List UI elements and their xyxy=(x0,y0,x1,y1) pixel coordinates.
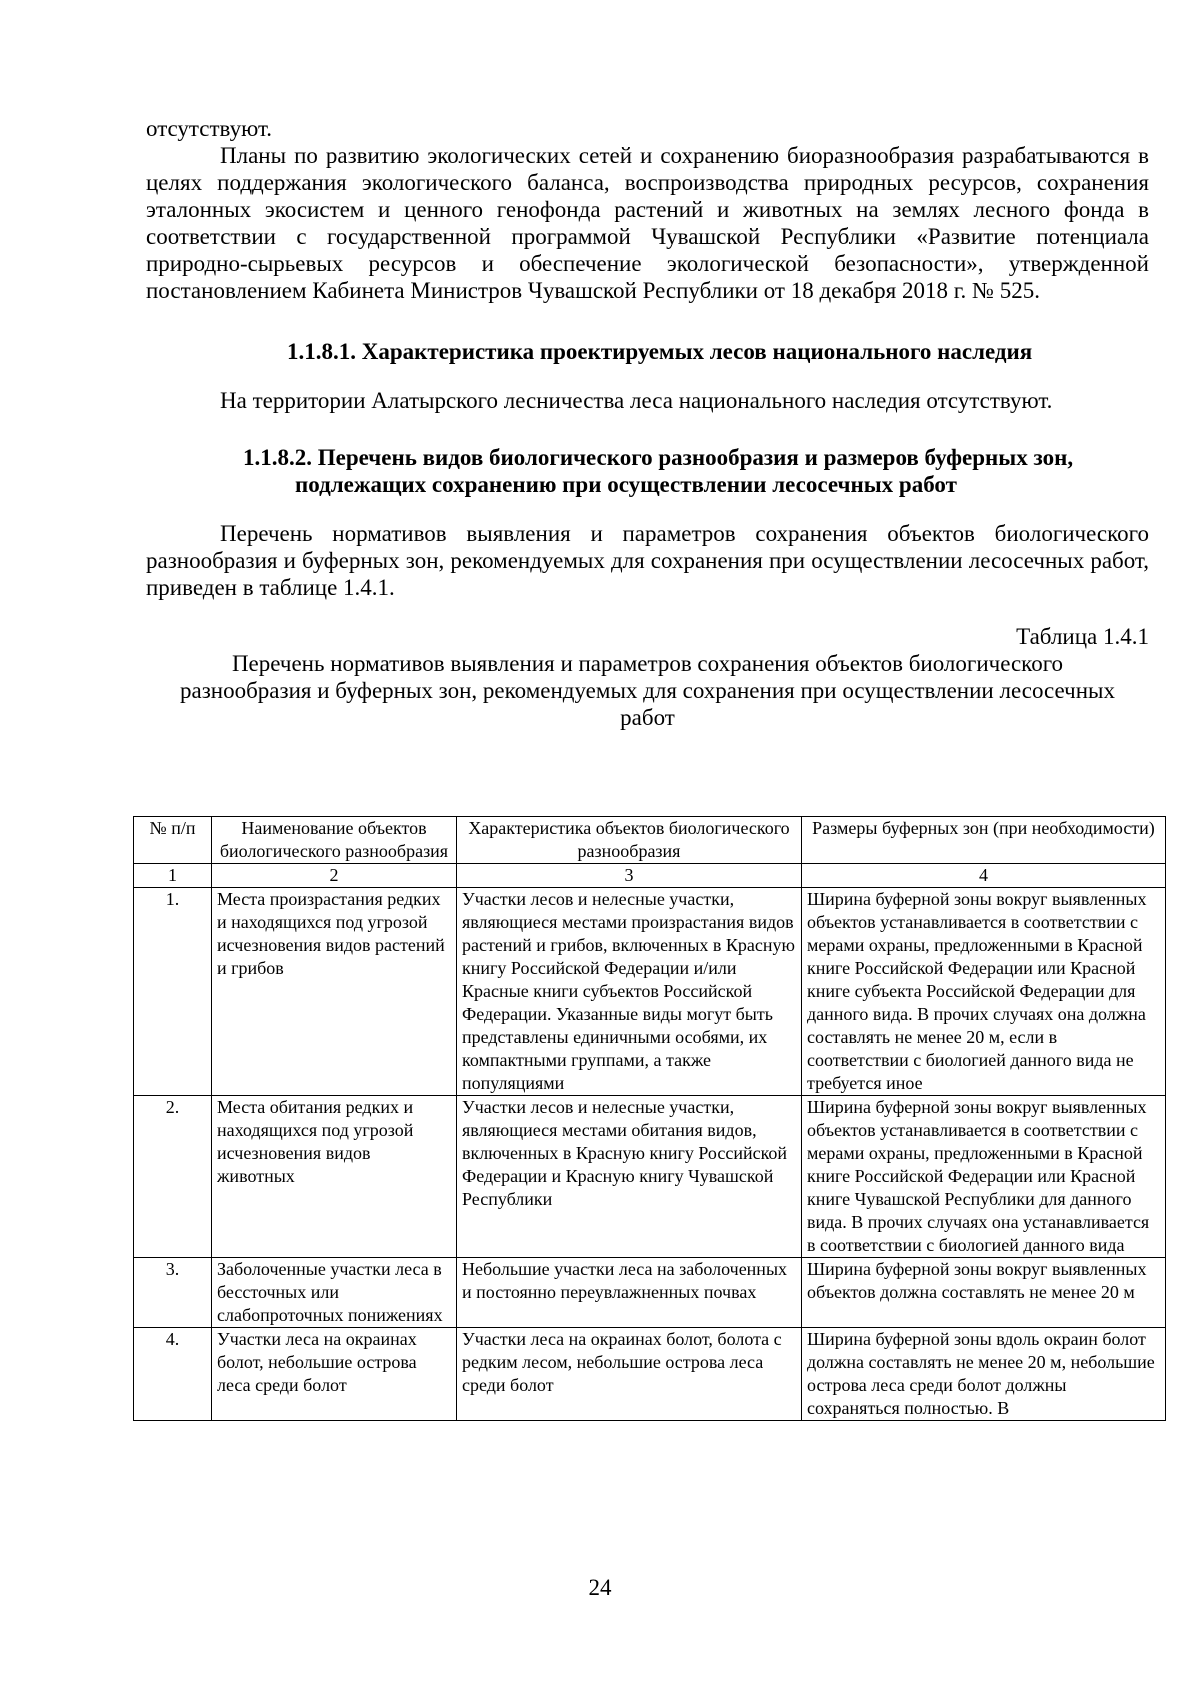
row-num: 4. xyxy=(134,1328,212,1421)
section-1-text: На территории Алатырского лесничества леса национального наследия отсутствуют. xyxy=(220,388,1053,413)
section-heading-1-1-8-1: 1.1.8.1. Характеристика проектируемых лесов национального наследия xyxy=(287,339,1033,364)
document-page xyxy=(146,115,1149,731)
table-row xyxy=(134,1096,1166,1258)
intro-first-line: отсутствуют. xyxy=(146,116,273,141)
intro-paragraph: Планы по развитию экологических сетей и сохранению биоразнообразия разрабатываются в целях поддержания экологического баланса, воспроизводства природных ресурсов, сохранения эталонных экосистем и ценного генофонда растений и животных на землях лесного фонда в соответствии с государственной программой Чувашской Республики «Развитие потенциала природно-сырьевых ресурсов и обеспечение экологической безопасности», утвержденной постановлением Кабинета Министров Чувашской Республики от 18 декабря 2018 г. № 525. xyxy=(146,143,1149,303)
row-name: Места произрастания редких и находящихся под угрозой исчезновения видов растений и грибов xyxy=(212,888,457,1096)
row-characteristic: Участки лесов и нелесные участки, являющиеся местами обитания видов, включенных в Красную книгу Российской Федерации и Красную книгу Чувашской Республики xyxy=(457,1096,802,1258)
row-num: 3. xyxy=(134,1258,212,1328)
section-heading-1-1-8-2 xyxy=(146,444,1149,498)
row-num: 1. xyxy=(134,888,212,1096)
table-header-row xyxy=(134,817,1166,864)
section-2-text: Перечень нормативов выявления и параметров сохранения объектов биологического разнообразия и буферных зон, рекомендуемых для сохранения при осуществлении лесосечных работ, приведен в таблице 1.4.1. xyxy=(146,521,1149,600)
column-number: 3 xyxy=(457,864,802,888)
row-buffer: Ширина буферной зоны вокруг выявленных объектов устанавливается в соответствии с мерами охраны, предложенными в Красной книге Российской Федерации или Красной книге Чувашской Республики для данного вида. В прочих случаях она устанавливается в соответствии с биологией данного вида xyxy=(802,1096,1166,1258)
column-number: 4 xyxy=(802,864,1166,888)
header-buffer: Размеры буферных зон (при необходимости) xyxy=(802,817,1166,864)
row-buffer: Ширина буферной зоны вокруг выявленных объектов должна составлять не менее 20 м xyxy=(802,1258,1166,1328)
row-characteristic: Участки леса на окраинах болот, болота с редким лесом, небольшие острова леса среди болот xyxy=(457,1328,802,1421)
row-characteristic: Небольшие участки леса на заболоченных и постоянно переувлажненных почвах xyxy=(457,1258,802,1328)
section-heading-line1: 1.1.8.2. Перечень видов биологического разнообразия и размеров буферных зон, xyxy=(243,445,1074,470)
section-heading-line2: подлежащих сохранению при осуществлении лесосечных работ xyxy=(295,472,957,497)
row-num: 2. xyxy=(134,1096,212,1258)
table-caption-line2: разнообразия и буферных зон, рекомендуемых для сохранения при осуществлении лесосечных xyxy=(180,678,1115,703)
row-buffer: Ширина буферной зоны вокруг выявленных объектов устанавливается в соответствии с мерами охраны, предложенными в Красной книге Российской Федерации или Красной книге субъекта Российской Федерации для данного вида. В прочих случаях она должна составлять не менее 20 м, если в соответствии с биологией данного вида не требуется иное xyxy=(802,888,1166,1096)
biodiversity-table xyxy=(133,816,1166,1421)
table-caption-line3: работ xyxy=(620,705,675,730)
row-name: Участки леса на окраинах болот, небольшие острова леса среди болот xyxy=(212,1328,457,1421)
row-name: Места обитания редких и находящихся под угрозой исчезновения видов животных xyxy=(212,1096,457,1258)
table-row xyxy=(134,888,1166,1096)
table-number: Таблица 1.4.1 xyxy=(1016,624,1149,649)
header-characteristic: Характеристика объектов биологического разнообразия xyxy=(457,817,802,864)
column-number: 2 xyxy=(212,864,457,888)
column-numbers-row xyxy=(134,864,1166,888)
table-row xyxy=(134,1258,1166,1328)
row-characteristic: Участки лесов и нелесные участки, являющиеся местами произрастания видов растений и грибов, включенных в Красную книгу Российской Федерации и/или Красные книги субъектов Российской Федерации. Указанные виды могут быть представлены единичными особями, их компактными группами, а также популяциями xyxy=(457,888,802,1096)
table-row xyxy=(134,1328,1166,1421)
row-name: Заболоченные участки леса в бессточных или слабопроточных понижениях xyxy=(212,1258,457,1328)
header-num: № п/п xyxy=(134,817,212,864)
row-buffer: Ширина буферной зоны вдоль окраин болот должна составлять не менее 20 м, небольшие острова леса среди болот должны сохраняться полностью. В xyxy=(802,1328,1166,1421)
column-number: 1 xyxy=(134,864,212,888)
table-caption-line1: Перечень нормативов выявления и параметров сохранения объектов биологического xyxy=(231,651,1064,676)
header-name: Наименование объектов биологического разнообразия xyxy=(212,817,457,864)
page-number: 24 xyxy=(588,1575,612,1600)
